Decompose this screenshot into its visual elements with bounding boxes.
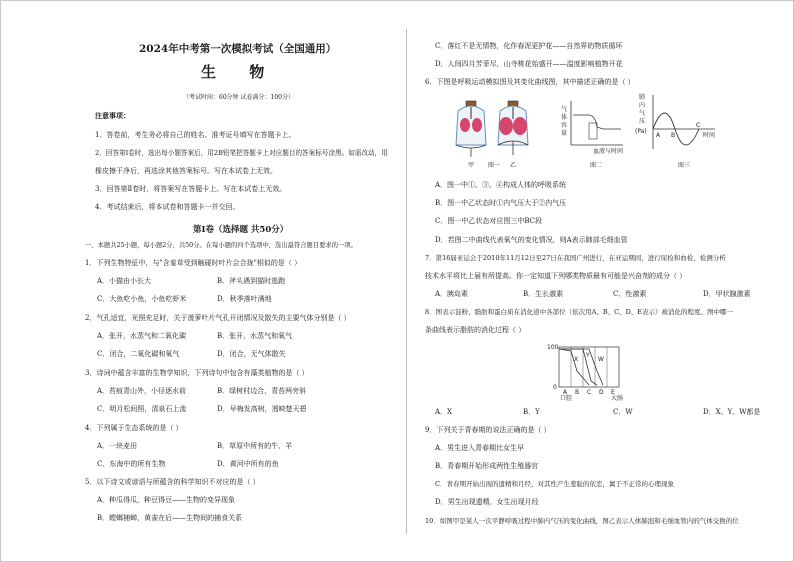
point-label: A xyxy=(656,132,661,139)
question-stem: 4．下列属于生态系统的是（ ） xyxy=(85,424,183,432)
x-label: 大肠 xyxy=(611,395,624,401)
option-c: C．大鱼吃小鱼，小鱼吃虾米 xyxy=(97,295,187,303)
note-item: 2．回答第Ⅰ卷时，选出每小题答案后，用2B铅笔把答题卡上对应题目的答案标号涂黑。如需改动，用 xyxy=(95,149,388,157)
axis-char: 内 xyxy=(639,102,646,109)
question-stem: 7．第16届亚运会于2010年11月12日至27日在我国广州进行，在亚运期间，进行尿检和血检，检测分析 xyxy=(425,254,726,262)
option-b: B．绿树村边合，青苔两旁斜 xyxy=(217,387,307,395)
axis-char: 气 xyxy=(561,106,568,113)
axis-label: 血液与时间 xyxy=(593,148,624,155)
question-stem: 条曲线表示脂肪的消化过程（ ） xyxy=(425,326,526,334)
option-a: A．种瓜得瓜，种豆得豆——生物的变异现象 xyxy=(97,496,236,504)
question-stem: 2．气孔适宜，光照充足时，关于菠萝叶片气孔开闭情况及散失的主要气体分别是（ ） xyxy=(85,314,351,322)
option-a: A．男生进入青春期比女生早 xyxy=(435,444,525,452)
axis-char: 肺 xyxy=(639,94,646,101)
note-item: 1．答卷前，考生务必将自己的姓名、准考证号填写在答题卡上。 xyxy=(95,131,296,139)
column-divider xyxy=(406,29,407,534)
question-stem: 技术水平将比上届有所提高。你一定知道下列哪类物质最有可能是兴奋剂的成分（ ） xyxy=(425,272,687,280)
section-instruction: 一、本题共25小题，每小题2分，共50分。在每小题的四个选项中，选出最符合题目要求的一项。 xyxy=(85,242,357,249)
option-c: C．闭合，二氧化碳和氧气 xyxy=(97,350,180,358)
question-stem: 5．以下诗文或谚语与所蕴含的科学知识不对应的是（ ） xyxy=(85,478,260,486)
note-item: 橡皮擦干净后，再选涂其他答案标号。写在本试卷上无效。 xyxy=(95,167,277,175)
option-a: A．苔痕青山外，小径逐水前 xyxy=(97,387,187,395)
option-c: C．性激素 xyxy=(613,290,647,298)
point-label: C xyxy=(696,122,701,129)
option-a: A．小猫由小长大 xyxy=(97,277,152,285)
x-tick: C xyxy=(587,389,592,396)
x-tick: A xyxy=(563,389,568,396)
bell-jar-model-2 xyxy=(498,101,528,155)
question-stem: 9．下列关于青春期的说法正确的是（ ） xyxy=(425,426,551,434)
bell-jar-model-1 xyxy=(456,101,486,157)
option-c: C．东海中的所有生物 xyxy=(97,460,166,468)
y-tick: 100 xyxy=(547,344,559,351)
option-a: A．一块麦田 xyxy=(97,442,138,450)
option-c: C．明月松间照，清泉石上流 xyxy=(97,405,187,413)
option-c: C．青春期开始出现的遗精和月经，对其性产生羞耻的依恋，属于不正常的心理现象 xyxy=(435,480,674,488)
option-b: B．图一中乙状态时①内气压大于②内气压 xyxy=(435,199,567,207)
note-item: 3．回答第Ⅱ卷时，将答案写在答题卡上。写在本试卷上无效。 xyxy=(95,185,287,193)
question-stem: 6．下图是呼吸运动模拟图及其变化曲线图，其中描述正确的是（ ） xyxy=(425,78,635,86)
option-d: D．早梅发高树，迥映楚天碧 xyxy=(217,405,307,413)
exam-title: 2024年中考第一次模拟考试（全国通用） xyxy=(139,43,337,55)
option-a: A．图一中①、③、④构成人体的呼吸系统 xyxy=(435,181,567,189)
axis-char: 体 xyxy=(561,114,568,121)
option-d: D．黄河中所有的鱼 xyxy=(217,460,279,468)
option-b: B．张开，水蒸气和氧气 xyxy=(217,332,293,340)
option-b: B．青春期开始形成两性生殖器官 xyxy=(435,462,539,470)
option-a: A．胰岛素 xyxy=(435,290,469,298)
note-item: 4．考试结束后，将本试卷和答题卡一并交回。 xyxy=(95,203,240,211)
x-tick: E xyxy=(611,389,615,396)
axis-char: 量 xyxy=(561,130,568,137)
curve-label: X xyxy=(574,356,579,363)
x-tick: D xyxy=(599,389,604,396)
section-title: 第Ⅰ卷（选择题 共50分） xyxy=(193,225,289,235)
fig-caption-2: 图二 xyxy=(590,162,603,169)
curve-label: Y xyxy=(586,352,590,359)
question-stem: 8．图表示淀粉、脂肪和蛋白质在消化道中各部位（依次用A、B、C、D、E表示）被消化的程度。图中哪一 xyxy=(425,308,734,316)
option-d: D．男生出现遗精，女生出现月经 xyxy=(435,498,539,506)
breathing-model-figure xyxy=(453,93,783,171)
figure-2-gas-curve xyxy=(561,101,623,155)
option-a: A．张开，水蒸气和二氧化碳 xyxy=(97,332,187,340)
option-d: D．秋季落叶满地 xyxy=(217,295,272,303)
option-d: D．甲状腺激素 xyxy=(703,290,751,298)
figure-3-pressure-curve xyxy=(635,93,715,149)
axis-label: 时间 xyxy=(703,132,716,139)
option-b: B．螳螂捕蝉，黄雀在后——生物间的捕食关系 xyxy=(97,514,243,522)
question-stem: 10．如图甲是某人一次平静呼吸过程中肺内气压的变化曲线，图乙表示人体肺泡和毛细血管内的气体交换的位 xyxy=(425,517,739,525)
option-d: D．若图二中曲线代表氧气的变化情况，则A表示肺部毛细血管 xyxy=(435,236,628,244)
exam-info: （考试时间：60分钟 试卷满分：100分） xyxy=(183,94,294,101)
digestion-chart xyxy=(547,341,633,401)
fig-caption-1: 图一 xyxy=(488,162,501,169)
option-b: B．斧头遇到猫时逃跑 xyxy=(217,277,286,285)
option-c: C．落红不是无情物，化作春泥更护花——自然界的物质循环 xyxy=(435,42,623,50)
axis-char: 压 xyxy=(639,118,646,125)
point-label: B xyxy=(671,132,676,139)
fig-label-jia: 甲 xyxy=(468,162,475,169)
option-d: D．人间四月芳菲尽，山寺桃花始盛开——温度影响植物开花 xyxy=(435,60,623,68)
option-d: D．X、Y、W都是 xyxy=(703,408,761,416)
option-c: C．W xyxy=(613,408,633,416)
question-stem: 1．下列生物特征中，与"含羞草受到触碰时叶片会合拢"相似的是（ ） xyxy=(85,259,302,267)
option-a: A．X xyxy=(435,408,453,416)
option-c: C．图一中乙状态对应图三中BC段 xyxy=(435,217,542,225)
option-b: B．生长激素 xyxy=(523,290,564,298)
fig-label-yi: 乙 xyxy=(510,162,517,169)
axis-char: 气 xyxy=(639,110,646,117)
x-label: 口腔 xyxy=(560,395,573,401)
y-tick: 0 xyxy=(553,384,557,391)
subject-title: 生 物 xyxy=(201,63,279,81)
question-stem: 3．诗词中蕴含丰富的生物学知识，下列诗句中包含有藻类植物的是（ ） xyxy=(85,369,309,377)
option-d: D．闭合，无气体散失 xyxy=(217,350,286,358)
axis-char: 容 xyxy=(561,122,568,129)
option-b: B．Y xyxy=(523,408,540,416)
axis-unit: (Pa) xyxy=(635,128,647,135)
x-tick: B xyxy=(575,389,580,396)
notes-heading: 注意事项： xyxy=(95,111,130,120)
fig-caption-3: 图三 xyxy=(678,162,691,169)
curve-label: W xyxy=(598,356,604,363)
option-b: B．草原中所有的牛、羊 xyxy=(217,442,293,450)
